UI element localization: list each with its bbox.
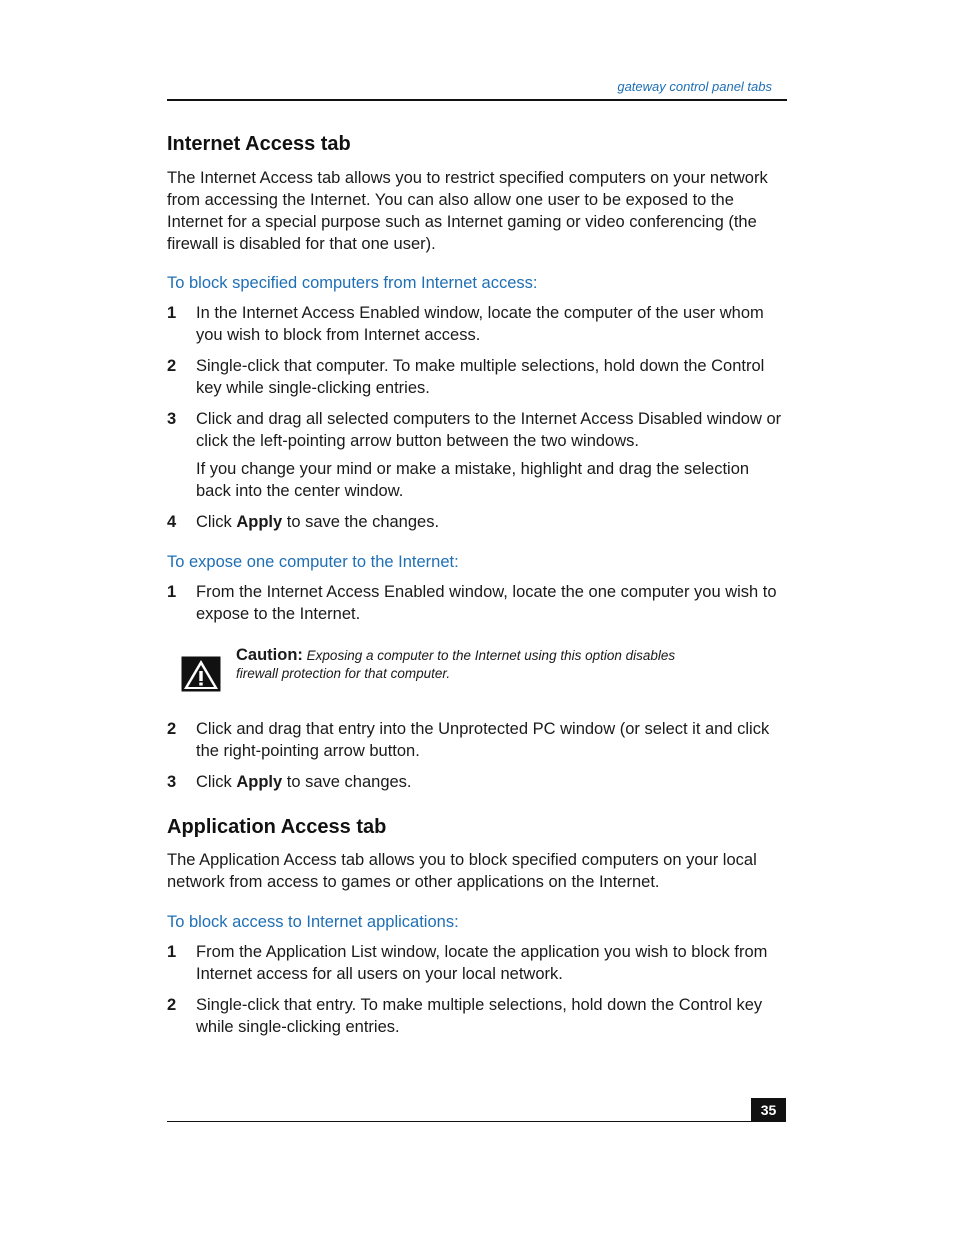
step-text-post: to save changes. (282, 773, 412, 791)
step-number: 4 (167, 513, 177, 531)
footer-rule (167, 1121, 751, 1122)
running-head: gateway control panel tabs (617, 79, 772, 94)
caution-message: Exposing a computer to the Internet using this option disables firewall protection for that computer. (236, 648, 676, 681)
step-number: 2 (167, 720, 177, 738)
step-number: 3 (167, 410, 177, 428)
step-number: 1 (167, 304, 177, 322)
step-text-pre: Click (196, 773, 237, 791)
procedure-heading-expose: To expose one computer to the Internet: (167, 553, 459, 571)
step-text: In the Internet Access Enabled window, locate the computer of the user whom you wish to block from Internet access. (196, 304, 764, 344)
step-number: 2 (167, 996, 177, 1014)
section-intro-internet-access: The Internet Access tab allows you to restrict specified computers on your network from accessing the Internet. You can also allow one user to be exposed to the Internet for a special purpose such as Internet gaming or video conferencing (the firewall is disabled for that one user). (167, 169, 768, 253)
step-text-pre: Click (196, 513, 237, 531)
section-intro-application-access: The Application Access tab allows you to block specified computers on your local network from access to games or other applications on the Internet. (167, 851, 757, 891)
step-text-post: to save the changes. (282, 513, 440, 531)
step-note-text: If you change your mind or make a mistake, highlight and drag the selection back into the center window. (196, 460, 750, 500)
step-number: 2 (167, 357, 177, 375)
step-text (196, 511, 786, 533)
step-number: 3 (167, 773, 177, 791)
caution-label: Caution: (236, 646, 303, 664)
step-text: From the Internet Access Enabled window, locate the one computer you wish to expose to the Internet. (196, 583, 777, 623)
step-number: 1 (167, 583, 177, 601)
step-number: 1 (167, 943, 177, 961)
step-text: Single-click that entry. To make multiple selections, hold down the Control key while single-clicking entries. (196, 996, 763, 1036)
section-title-application-access: Application Access tab (167, 816, 387, 838)
header-rule (167, 99, 787, 101)
procedure-heading-block: To block specified computers from Internet access: (167, 274, 538, 292)
warning-triangle-icon (181, 656, 221, 692)
step-text: From the Application List window, locate the application you wish to block from Internet access for all users on your local network. (196, 943, 768, 983)
step-text (196, 771, 786, 793)
step-text: Click and drag that entry into the Unprotected PC window (or select it and click the right-pointing arrow button. (196, 720, 770, 760)
page-number: 35 (751, 1098, 786, 1122)
apply-term: Apply (236, 773, 283, 791)
caution-text (236, 646, 706, 683)
step-text: Single-click that computer. To make multiple selections, hold down the Control key while single-clicking entries. (196, 357, 765, 397)
step-text: Click and drag all selected computers to the Internet Access Disabled window or click the left-pointing arrow button between the two windows. (196, 410, 782, 450)
procedure-heading-applications: To block access to Internet applications: (167, 913, 459, 931)
section-title-internet-access: Internet Access tab (167, 133, 351, 155)
apply-term: Apply (236, 513, 283, 531)
